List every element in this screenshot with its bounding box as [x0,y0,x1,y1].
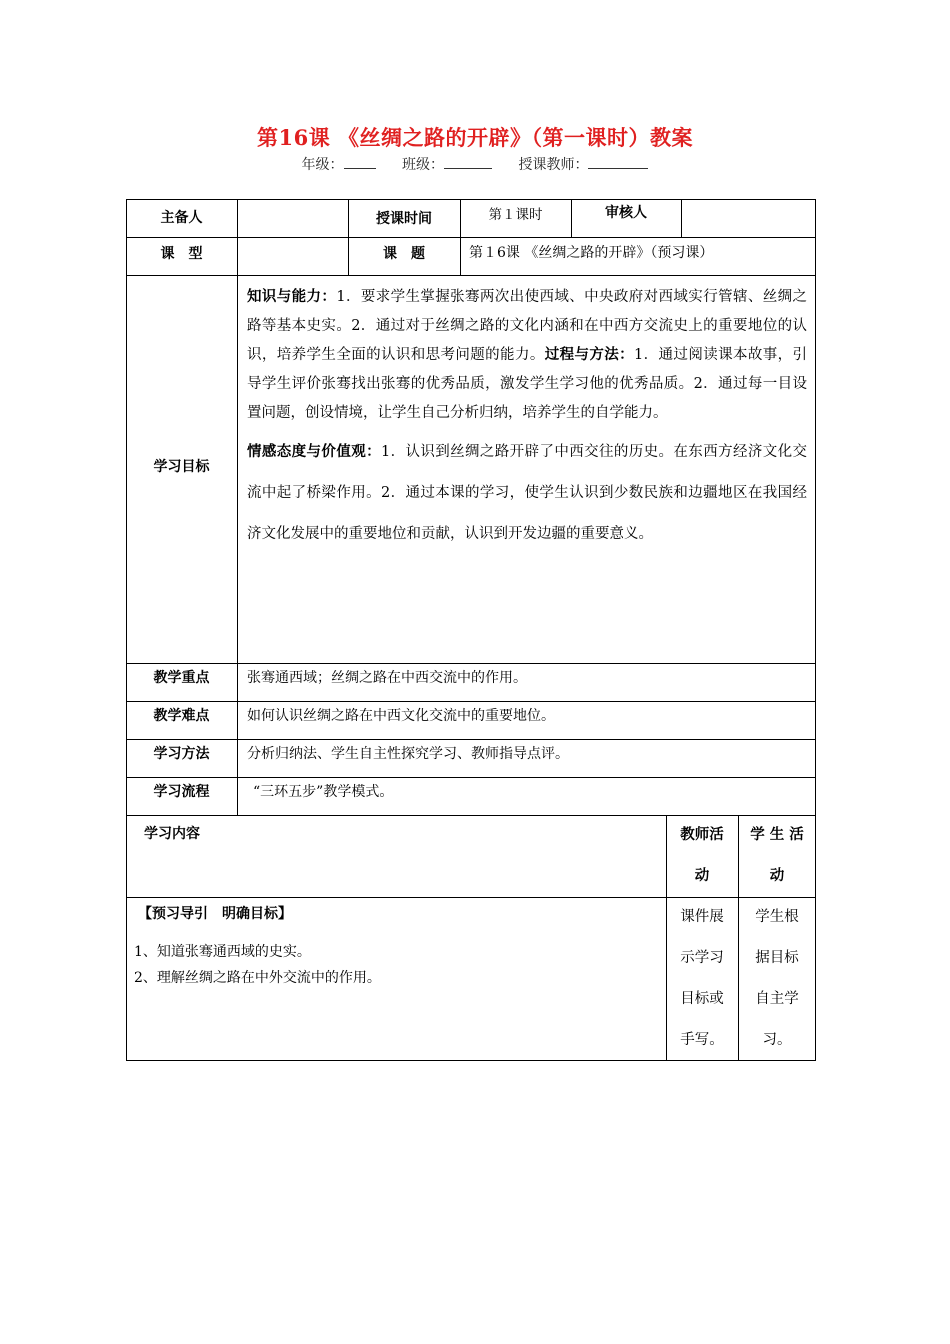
emotion-heading: 情感态度与价值观： [247,444,381,460]
process-text: 1．通过阅读课本故事，引导学生评价张骞找出张骞的优秀品质，激发学生学习他的优秀品质。2．通过每一目设置问题，创设情境，让学生自己分析归纳，培养学生的自学能力。 [247,347,808,421]
emotion-text: 1．认识到丝绸之路开辟了中西交往的历史。在东西方经济文化交流中起了桥梁作用。2．通过本课的学习，使学生认识到少数民族和边疆地区在我国经济文化发展中的重要地位和贡献，认识到开发边疆的重要意义。 [247,444,808,542]
reviewer-label: 审核人 [605,205,647,221]
objectives-label: 学习目标 [153,459,210,475]
key-points-value: 张骞通西域；丝绸之路在中西交流中的作用。 [247,670,527,686]
preparer-value[interactable] [237,199,348,237]
topic-label: 课 题 [383,246,425,262]
process-heading: 过程与方法： [544,347,635,363]
preview-student-activity: 学生根据目标自主学习。 [755,909,799,1048]
preview-content [126,897,666,1061]
type-label: 课 型 [160,246,203,262]
page-title: 第16课 《丝绸之路的开辟》（第一课时）教案 [256,125,694,150]
class-blank[interactable] [444,154,492,169]
preview-item-1: 1、知道张骞通西域的史实。 [134,944,311,960]
knowledge-heading: 知识与能力： [247,289,337,305]
teacher-label: 授课教师： [518,157,589,173]
key-points-label: 教学重点 [153,670,210,686]
type-value[interactable] [237,237,348,275]
topic-value: 第１6课 《丝绸之路的开辟》（预习课） [469,245,714,261]
process-label: 学习流程 [153,784,210,800]
preparer-label: 主备人 [160,210,203,226]
difficulties-label: 教学难点 [153,708,210,724]
content-label: 学习内容 [144,826,200,842]
methods-value: 分析归纳法、学生自主性探究学习、教师指导点评。 [247,746,569,762]
preview-teacher-activity: 课件展示学习目标或手写。 [680,909,724,1048]
knowledge-paragraph [247,283,807,428]
grade-blank[interactable] [344,154,376,169]
teacher-blank[interactable] [588,154,648,169]
process-value: “三环五步”教学模式。 [253,784,394,800]
knowledge-text: 1．要求学生掌握张骞两次出使西域、中央政府对西域实行管辖、丝绸之路等基本史实。2．通过对于丝绸之路的文化内涵和在中西方交流史上的重要地位的认识，培养学生全面的认识和思考问题的能力。 [247,289,808,363]
preview-heading: 【预习导引 明确目标】 [138,906,292,922]
preview-item-2: 2、理解丝绸之路在中外交流中的作用。 [134,970,381,986]
teacher-activity-header: 教师活动 [680,827,724,884]
emotion-paragraph [247,432,807,555]
student-activity-header: 学 生 活 动 [750,827,804,884]
methods-label: 学习方法 [153,746,210,762]
objectives-content [237,275,816,663]
class-label: 班级： [402,157,444,173]
difficulties-value: 如何认识丝绸之路在中西文化交流中的重要地位。 [247,708,555,724]
time-label: 授课时间 [376,211,432,227]
reviewer-value[interactable] [681,199,816,237]
meta-line [0,154,950,174]
time-value: 第１课时 [488,207,543,223]
grade-label: 年级： [301,157,344,173]
